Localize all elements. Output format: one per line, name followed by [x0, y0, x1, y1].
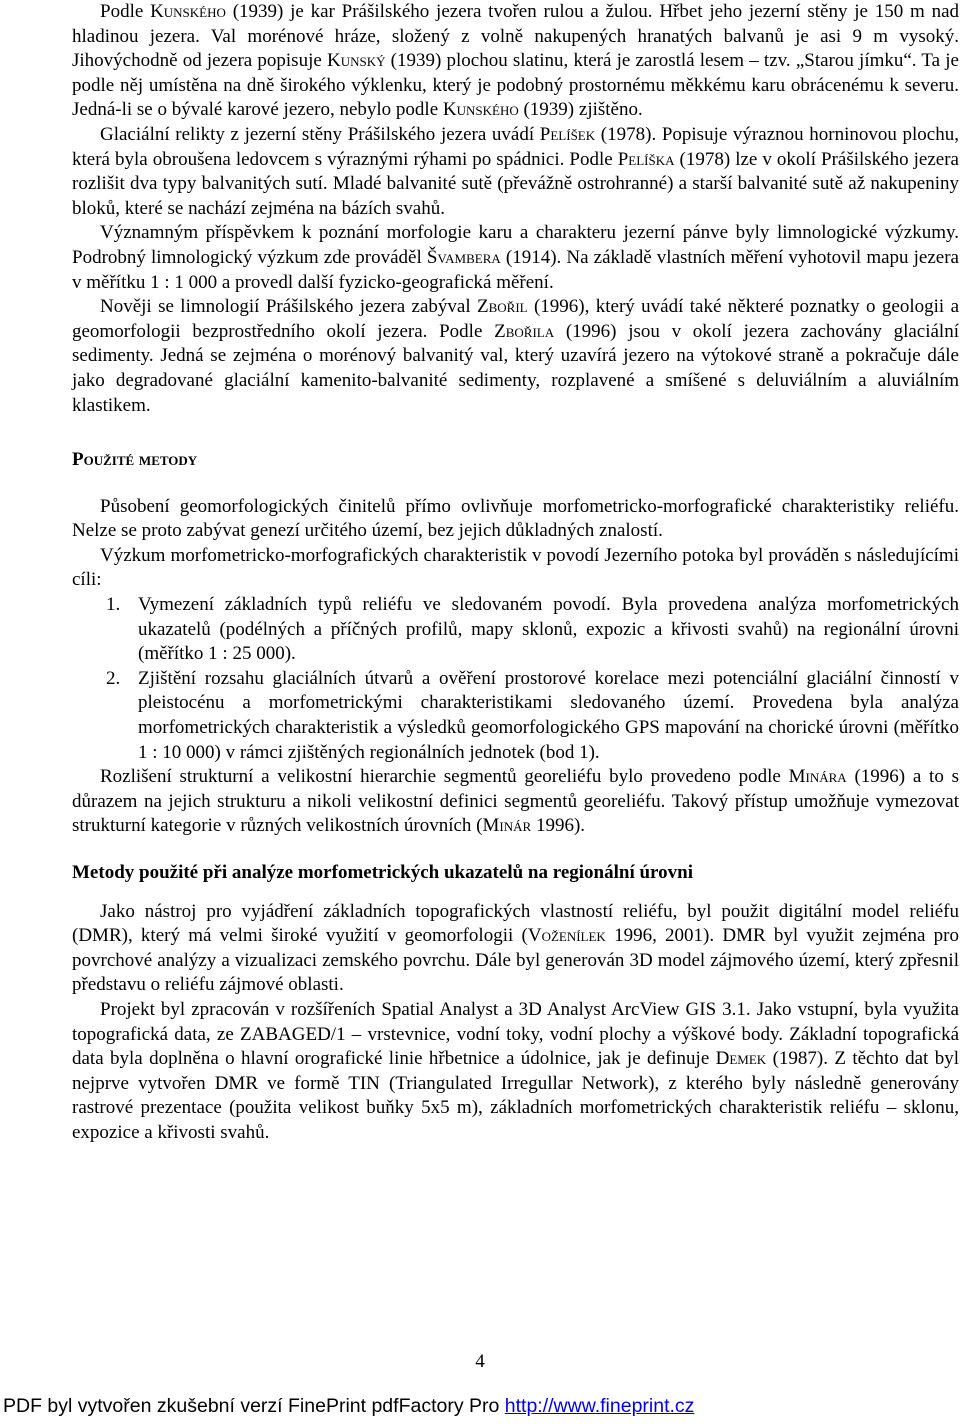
author-name: Voženílek [527, 925, 606, 947]
footer-link[interactable]: http://www.fineprint.cz [504, 1395, 695, 1417]
paragraph-limnology [72, 221, 959, 295]
text-run: Nověji se limnologií Prášilského jezera zabýval [100, 296, 477, 318]
text-run: (1939) plochou slatinu, která je zarostlá lesem – tzv. „Starou jímku“. Ta je podle něj umístěna na dně širokého výklenku, který je podobný prostornému měkkému karu obrácenému k severu. Jedná-li se o bývalé karové jezero, nebylo podle [72, 50, 959, 121]
author-name: Kunského [442, 99, 519, 121]
text-run: Výzkum morfometricko-morfografických charakteristik v povodí Jezerního potoka byl prováděn s následujícími cíli: [72, 544, 959, 591]
paragraph-dmr [72, 900, 959, 998]
text-run: Jako nástroj pro vyjádření základních topografických vlastností reliéfu, byl použit digitální model reliéfu (DMR), který má velmi široké využití v geomorfologii ( [72, 900, 959, 947]
author-name: Švambera [426, 246, 501, 268]
author-name: Kunského [150, 1, 226, 22]
section-heading-methods: Použité metody [72, 449, 198, 471]
text-run: (1978). Popisuje výraznou horninovou plochu, která byla obroušena ledovcem s výraznými rýhami po spádnici. Podle [72, 123, 959, 170]
author-name: Minár [482, 815, 532, 837]
text-run: Rozlišení strukturní a velikostní hierarchie segmentů georeliéfu bylo provedeno podle [100, 766, 789, 788]
text-run: (1914). Na základě vlastních měření vyhotovil mapu jezera v měřítku 1 : 1 000 a provedl další fyzicko-geografická měření. [72, 246, 959, 293]
goal-item-2 [72, 667, 959, 765]
text-run: Podle [100, 1, 151, 22]
text-run: Projekt byl zpracován v rozšířeních Spatial Analyst a 3D Analyst ArcView GIS 3.1. Jako vstupní, byla využita topografická data, ze ZABAGED/1 – vrstevnice, vodní toky, vodní plochy a výškové body. Základní topografická data byla doplněna o hlavní orografické linie hřbetnice a údolnice, jak je definuje [72, 998, 959, 1070]
author-name: Demek [715, 1048, 767, 1070]
text-run: 1996). [531, 815, 586, 837]
goal-item-1 [72, 593, 959, 667]
paragraph-goals-intro [72, 544, 959, 593]
paragraph-kunsky [72, 0, 959, 123]
text-run: (1996), který uvádí také některé poznatky o geologii a geomorfologii bezprostředního okolí jezera. Podle [72, 296, 960, 342]
goals-list [72, 593, 959, 765]
author-name: Pelíška [617, 148, 675, 170]
author-name: Zbořil [476, 296, 528, 318]
text-run: (1996) a to s důrazem na jejich strukturu a nikoli velikostní definici segmentů georeliéfu. Takový přístup umožňuje vymezovat strukturní kategorie v různých velikostních úrovních ( [72, 766, 959, 837]
goal-number: 1. [106, 594, 121, 616]
subsection-heading: Metody použité při analýze morfometrických ukazatelů na regionální úrovni [72, 862, 693, 883]
paragraph-pelisek [72, 123, 959, 221]
author-name: Pelíšek [539, 123, 596, 145]
page-number: 4 [475, 1351, 485, 1372]
text-run: Působení geomorfologických činitelů přímo ovlivňuje morfometricko-morfografické charakteristiky reliéfu. Nelze se proto zabývat genezí určitého území, bez jejich důkladných znalostí. [72, 495, 959, 542]
paragraph-project [72, 998, 959, 1146]
text-run: (1978) lze v okolí Prášilského jezera rozlišit dva typy balvanitých sutí. Mladé balvanité sutě (převážně ostrohranné) a starší balvanité sutě až nakupeniny bloků, které se nachází zejména na bázích svahů. [72, 148, 959, 219]
author-name: Minára [788, 766, 847, 788]
text-run: Glaciální relikty z jezerní stěny Prášilského jezera uvádí [100, 123, 540, 145]
text-run: (1987). Z těchto dat byl nejprve vytvořen DMR ve formě TIN (Triangulated Irregullar Network), z kterého byly následně generovány rastrové prezentace (použita velikost buňky 5x5 m), základních morfometrických charakteristik reliéfu – sklonu, expozice a křivosti svahů. [72, 1048, 959, 1143]
author-name: Zbořila [494, 320, 555, 342]
text-run: 1996, 2001). DMR byl využit zejména pro povrchové analýzy a vizualizaci zemského povrchu. Dále byl generován 3D model zájmového území, který zpřesnil představu o reliéfu zájmové oblasti. [72, 925, 959, 996]
paragraph-minar [72, 765, 959, 839]
text-run: Významným příspěvkem k poznání morfologie karu a charakteru jezerní pánve byly limnologické výzkumy. Podrobný limnologický výzkum zde prováděl [72, 222, 959, 268]
paragraph-zboril [72, 295, 959, 418]
paragraph-factors [72, 495, 959, 544]
goal-text: Zjištění rozsahu glaciálních útvarů a ověření prostorové korelace mezi potenciální glaciální činností v pleistocénu a morfometrickými charakteristikami sledovaného území. Provedena byla analýza morfometrických charakteristik a výsledků geomorfologického GPS mapování na chorické úrovni (měřítko 1 : 10 000) v rámci zjištěných regionálních jednotek (bod 1). [138, 667, 959, 763]
document-page [72, 0, 959, 1146]
text-run: (1939) je kar Prášilského jezera tvořen rulou a žulou. Hřbet jeho jezerní stěny je 150 m nad hladinou jezera. Val morénové hráze, složený z volně nakupených hranatých balvanů je asi 9 m vysoký. Jihovýchodně od jezera popisuje [72, 1, 959, 72]
text-run: (1939) zjištěno. [518, 99, 643, 121]
goal-text: Vymezení základních typů reliéfu ve sledovaném povodí. Byla provedena analýza morfometrických ukazatelů (podélných a příčných profilů, mapy sklonů, expozic a křivosti svahů) na regionální úrovni (měřítko 1 : 25 000). [138, 594, 959, 665]
text-run: (1996) jsou v okolí jezera zachovány glaciální sedimenty. Jedná se zejména o morénový balvanitý val, který uzavírá jezero na výtokové straně a pokračuje dále jako degradované glaciální kamenito-balvanité sedimenty, rozplavené a smíšené s deluviálním a aluviálním klastikem. [72, 320, 959, 416]
footer-text: PDF byl vytvořen zkušební verzí FinePrint pdfFactory Pro [3, 1395, 505, 1417]
pdf-footer [3, 1395, 694, 1418]
author-name: Kunský [326, 50, 386, 72]
goal-number: 2. [106, 667, 121, 689]
